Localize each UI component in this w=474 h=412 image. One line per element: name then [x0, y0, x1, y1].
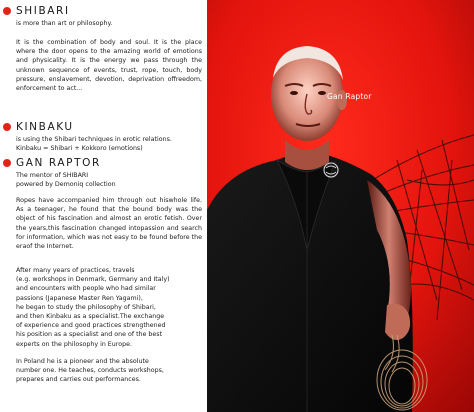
para2-line: experts on the philosophy in Europe.	[16, 340, 132, 348]
para2-line: his position as a specialist and one of the best	[16, 331, 163, 339]
kinbaku-line1: is using the Shibari techniques in erotic relations.	[16, 136, 172, 143]
para2-line: he began to study the philosophy of Shibari,	[16, 303, 156, 311]
photo-caption: Gan Raptor	[327, 92, 372, 101]
shibari-title: SHIBARI	[16, 5, 70, 17]
gan-raptor-line1: The mentor of SHIBARI	[16, 172, 89, 179]
bullet-dot-icon	[3, 123, 11, 131]
para2-line: passions (Japanese Master Ren Yagami),	[16, 294, 143, 302]
eye-left	[290, 91, 298, 95]
gan-raptor-heading	[3, 157, 101, 169]
bullet-dot-icon	[3, 159, 11, 167]
shibari-body	[16, 38, 202, 93]
shibari-subtitle-text: is more than art or philosophy.	[16, 20, 113, 27]
para2-line: After many years of practices, travels	[16, 267, 135, 274]
gan-raptor-para1	[16, 196, 202, 251]
text-column	[0, 0, 206, 412]
para2-line: of experience and good practices strengthened	[16, 322, 166, 330]
para3-line: In Poland he is a pioneer and the absolute	[16, 358, 149, 365]
para3-line: number one. He teaches, conducts workshops,	[16, 367, 164, 375]
shibari-body-text: It is the combination of body and soul. It is the place where the door opens to the amazing world of emotions and physicality. It is the energy we pass through the unknown sequence of events, trust, rope, touch, body pressure, enslavement, devotion, deprivation offreedom, enforcement to act...	[16, 39, 202, 93]
para3-line: prepares and carries out performances.	[16, 376, 141, 384]
gan-raptor-para1-text: Ropes have accompanied him through out hiswhole life. As a teenager, he found that the bound body was the object of his fascination and almost an erotic fetish. Over the years,this fascination changed intopassion and search for information, which was not easy to be found before the eraof the Internet.	[16, 197, 202, 251]
bullet-dot-icon	[3, 7, 11, 15]
shibari-subtitle	[16, 19, 202, 28]
kinbaku-title: KINBAKU	[16, 121, 74, 133]
shibari-heading	[3, 5, 70, 17]
gan-raptor-intro	[16, 171, 202, 189]
portrait-photo	[207, 0, 474, 412]
portrait-illustration	[207, 0, 474, 412]
gan-raptor-para2	[16, 266, 202, 349]
kinbaku-line2: Kinbaku = Shibari + Kokkoro (emotions)	[16, 145, 143, 153]
kinbaku-text	[16, 135, 202, 153]
gan-raptor-line2: powered by Demoniq collection	[16, 181, 116, 189]
para2-line: and then Kinbaku as a specialist.The exchange	[16, 313, 165, 321]
para2-line: (e.g. workshops in Denmark, Germany and Italy)	[16, 276, 170, 284]
kinbaku-heading	[3, 121, 74, 133]
para2-line: and encounters with people who had similar	[16, 285, 156, 293]
gan-raptor-title: GAN RAPTOR	[16, 157, 101, 169]
eye-right	[318, 91, 326, 95]
gan-raptor-para3	[16, 357, 202, 385]
